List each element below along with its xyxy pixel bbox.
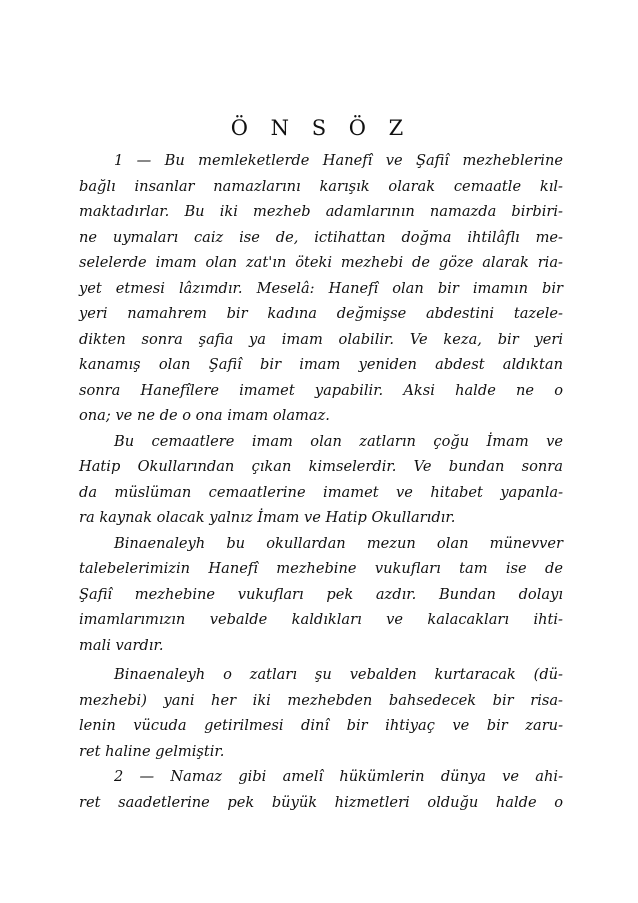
text-line: yeri namahrem bir kadına değmişse abdestini tazele- [79,305,563,322]
text-line: imamlarımızın vebalde kaldıkları ve kalacakları ihti- [79,611,563,628]
text-line: ret saadetlerine pek büyük hizmetleri olduğu halde o [79,793,563,811]
text-line: maktadırlar. Bu iki mezheb adamlarının namazda birbiri- [79,203,563,220]
text-line: kanamış olan Şafiî bir imam yeniden abdest aldıktan [79,356,563,373]
text-line: Hatip Okullarından çıkan kimselerdir. Ve bundan sonra [79,458,563,475]
text-line: bağlı insanlar namazlarını karışık olarak cemaatle kıl- [79,177,563,195]
text-line: 1 — Bu memleketlerde Hanefî ve Şafiî mezheblerine [114,152,563,169]
text-line: ra kaynak olacak yalnız İmam ve Hatip Okullarıdır. [79,509,456,526]
text-line: Binaenaleyh o zatları şu vebalden kurtaracak (dü- [114,666,563,683]
text-line: lenin vücuda getirilmesi dinî bir ihtiyaç ve bir zaru- [79,717,563,734]
text-line: sonra Hanefîlere imamet yapabilir. Aksi halde ne o [79,381,563,399]
text-line: Binaenaleyh bu okullardan mezun olan münevver [114,534,563,552]
text-line: 2 — Namaz gibi amelî hükümlerin dünya ve ahi- [114,768,563,785]
page-title: Ö N S Ö Z [230,116,412,140]
text-line: ne uymaları caiz ise de, ictihattan doğma ihtilâflı me- [79,228,563,246]
text-line: yet etmesi lâzımdır. Meselâ: Hanefî olan bir imamın bir [79,279,563,297]
text-line: mali vardır. [79,636,164,654]
text-line: selelerde imam olan zat'ın öteki mezhebi de göze alarak ria- [79,254,563,271]
text-line: da müslüman cemaatlerine imamet ve hitabet yapanla- [79,483,563,501]
text-line: Bu cemaatlere imam olan zatların çoğu İmam ve [114,432,563,450]
text-line: mezhebi) yani her iki mezhebden bahsedecek bir risa- [79,691,563,709]
text-line: ona; ve ne de o ona imam olamaz. [79,407,330,424]
body-text [79,148,563,815]
text-line: ret haline gelmiştir. [79,742,225,760]
text-line: dikten sonra şafia ya imam olabilir. Ve keza, bir yeri [79,330,563,348]
text-line: Şafiî mezhebine vukufları pek azdır. Bundan dolayı [79,585,563,603]
text-line: talebelerimizin Hanefî mezhebine vukufları tam ise de [79,560,563,577]
